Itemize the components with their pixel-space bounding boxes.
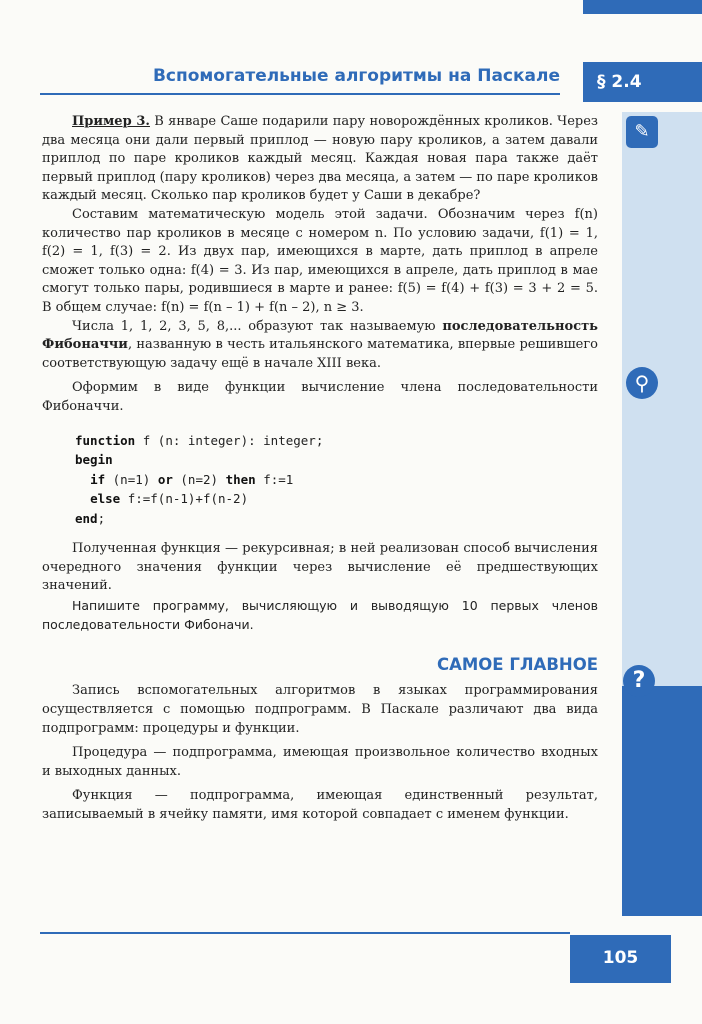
example-label: Пример 3.: [72, 114, 150, 129]
task-paragraph: Напишите программу, вычисляющую и выводящую 10 первых членов последовательности Фибоначи.: [42, 597, 598, 632]
summary-title: САМОЕ ГЛАВНОЕ: [436, 654, 598, 674]
search-icon: ⚲: [626, 367, 658, 399]
format-paragraph: Оформим в виде функции вычисление члена последовательности Фибоначчи.: [42, 380, 598, 414]
footer-rule: [40, 932, 570, 934]
fib-text-before: Числа 1, 1, 2, 3, 5, 8,... образуют так называемую: [72, 318, 443, 334]
fib-text-after: , названную в честь итальянского математика, впервые решившего соответствующую задачу ещё в начале XIII века.: [42, 337, 598, 371]
page-header-title: Вспомогательные алгоритмы на Паскале: [152, 66, 560, 86]
question-icon: ?: [623, 665, 655, 697]
side-margin-dark: [622, 686, 702, 916]
section-number: § 2.4: [583, 62, 702, 102]
side-margin-light: [622, 112, 702, 686]
fibonacci-paragraph: [42, 318, 598, 374]
code-keyword: begin: [75, 452, 113, 467]
code-text: (n=1): [105, 471, 158, 487]
code-keyword: or: [157, 471, 173, 487]
summary-paragraph-2: Процедура — подпрограмма, имеющая произвольное количество входных и выходных данных.: [42, 745, 598, 779]
code-keyword: function: [75, 432, 136, 448]
code-keyword: if: [90, 471, 106, 487]
pencil-icon: ✎: [626, 116, 658, 148]
top-right-bar: [583, 0, 702, 14]
code-keyword: else: [90, 491, 121, 506]
code-text: f:=f(n-1)+f(n-2): [120, 491, 249, 506]
fib-term: последовательность Фибоначчи: [42, 318, 598, 353]
code-keyword: end: [75, 510, 98, 526]
example-text: В январе Саше подарили пару новорождённых кроликов. Через два месяца они дали первый приплод — новую пару кроликов, а затем давали приплод по паре кроликов каждый месяц. Каждая новая пара также даёт первый приплод (пару кроликов) через два месяца, а затем — по паре кроликов каждый месяц. Сколько пар кроликов будет у Саши в декабре?: [42, 114, 598, 204]
code-text: f (n: integer): integer;: [135, 432, 324, 448]
code-text: ;: [97, 510, 106, 526]
model-paragraph: Составим математическую модель этой задачи. Обозначим через f(n) количество пар кроликов в месяце с номером n. По условию задачи, f(1) = 1, f(2) = 1, f(3) = 2. Из двух пар, имеющихся в марте, дать приплод в апреле сможет только одна: f(4) = 3. Из пар, имеющихся в апреле, дать приплод в мае смогут только пары, родившиеся в марте и ранее: f(5) = f(4) + f(3) = 3 + 2 = 5. В общем случае: f(n) = f(n – 1) + f(n – 2), n ≥ 3.: [42, 206, 598, 315]
code-block: [75, 431, 598, 529]
code-keyword: then: [225, 471, 256, 487]
header-rule: [40, 93, 560, 95]
main-content: [42, 113, 598, 825]
code-text: (n=2): [172, 471, 226, 487]
example-paragraph: [42, 113, 598, 206]
summary-paragraph-1: Запись вспомогательных алгоритмов в языках программирования осуществляется с помощью подпрограмм. В Паскале различают два вида подпрограмм: процедуры и функции.: [42, 683, 598, 736]
recursive-paragraph: Полученная функция — рекурсивная; в ней реализован способ вычисления очередного значения функции через вычисление её предшествующих значений.: [42, 541, 598, 594]
page-number: 105: [570, 935, 671, 983]
code-text: f:=1: [255, 471, 294, 487]
summary-paragraph-3: Функция — подпрограмма, имеющая единственный результат, записываемый в ячейку памяти, имя которой совпадает с именем функции.: [42, 788, 598, 822]
